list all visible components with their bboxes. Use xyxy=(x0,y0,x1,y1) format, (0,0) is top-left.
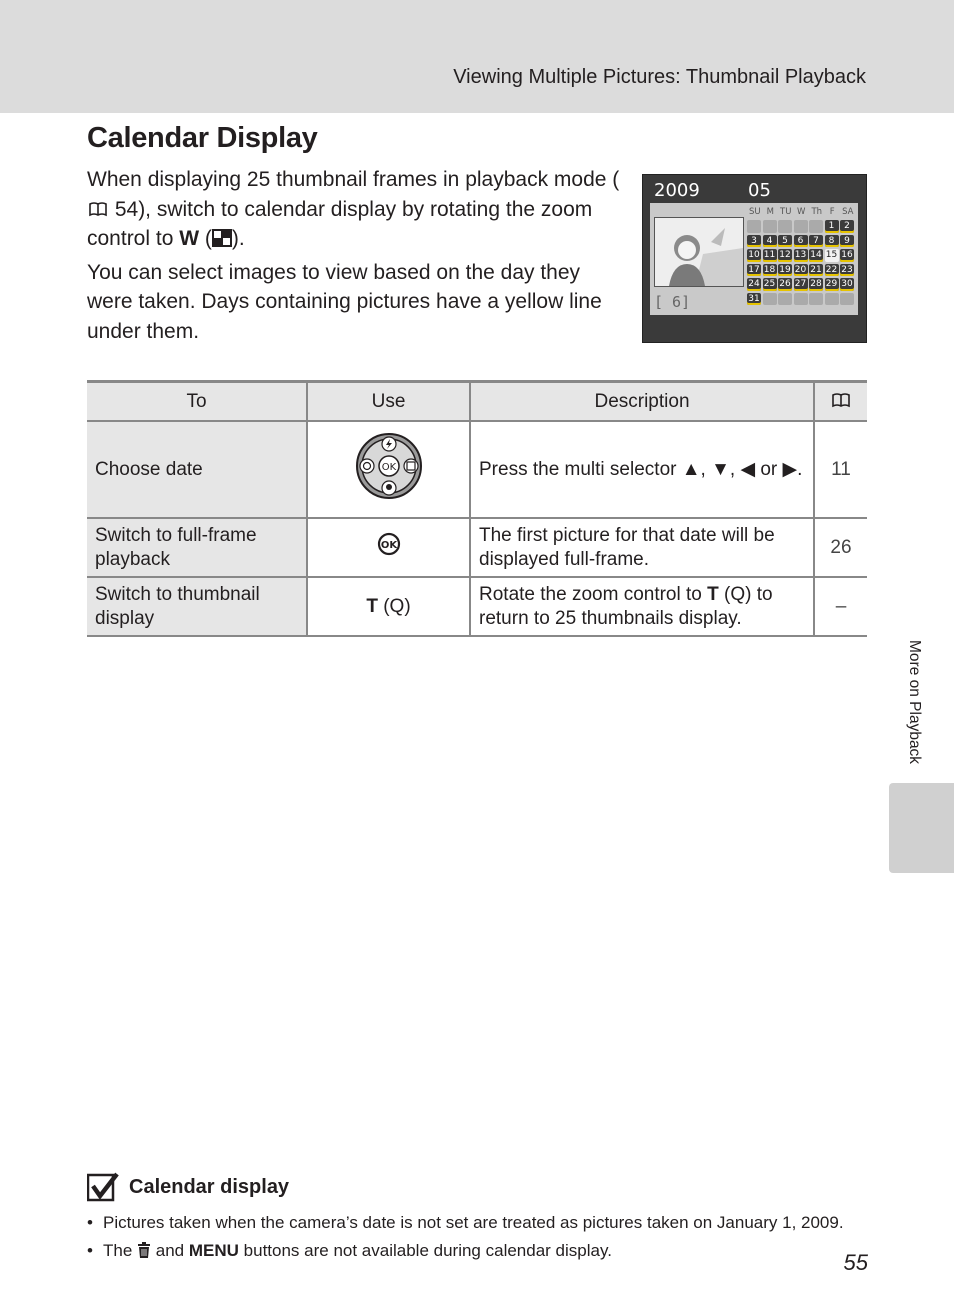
calendar-empty-cell xyxy=(794,220,808,233)
camera-calendar-screen xyxy=(642,174,867,343)
calendar-day[interactable]: 28 xyxy=(810,279,822,289)
trash-icon xyxy=(137,1242,151,1258)
portrait-illustration xyxy=(655,218,743,286)
intro-text-b: 54), switch to calendar display by rotating the zoom control to xyxy=(87,197,593,250)
row-reference: 26 xyxy=(814,518,867,577)
row-reference: 11 xyxy=(814,421,867,518)
zoom-w-label: W xyxy=(179,227,200,250)
section-side-label: More on Playback xyxy=(906,640,923,765)
checkmark-note-icon xyxy=(87,1172,119,1202)
weekday-label: Th xyxy=(811,207,823,217)
row-use xyxy=(307,518,470,577)
row-to: Switch to thumbnail display xyxy=(87,577,307,636)
calendar-day[interactable]: 30 xyxy=(841,279,853,289)
calendar-day[interactable]: 10 xyxy=(748,250,760,260)
calendar-days xyxy=(747,207,857,305)
intro-text-c: ( xyxy=(199,227,212,250)
calendar-day[interactable]: 22 xyxy=(825,264,838,275)
row-to: Choose date xyxy=(87,421,307,518)
row-reference: – xyxy=(814,577,867,636)
calendar-day[interactable]: 19 xyxy=(779,264,791,275)
note-title: Calendar display xyxy=(129,1175,290,1198)
calendar-day[interactable]: 15 xyxy=(825,250,838,260)
calendar-day[interactable]: 14 xyxy=(810,250,822,260)
calendar-day[interactable]: 9 xyxy=(840,235,854,248)
calendar-day[interactable]: 21 xyxy=(810,264,822,275)
calendar-day[interactable]: 31 xyxy=(748,293,760,304)
calendar-month: 05 xyxy=(748,180,771,201)
table-row xyxy=(87,577,867,636)
calendar-day[interactable]: 16 xyxy=(841,250,853,260)
row-use xyxy=(307,421,470,518)
calendar-day[interactable]: 24 xyxy=(748,279,760,289)
function-table xyxy=(87,380,867,637)
zoom-t-label: T xyxy=(707,583,719,605)
calendar-day[interactable]: 3 xyxy=(747,235,761,248)
calendar-day[interactable]: 8 xyxy=(825,235,839,248)
intro-text-a: When displaying 25 thumbnail frames in playback mode ( xyxy=(87,168,620,191)
calendar-year: 2009 xyxy=(654,180,700,201)
table-row xyxy=(87,421,867,518)
intro-paragraph-2: You can select images to view based on the day they were taken. Days containing pictures have a yellow line under them. xyxy=(87,260,602,343)
calendar-empty-cell xyxy=(794,293,808,306)
calendar-grid xyxy=(747,220,857,305)
zoom-t-label: T xyxy=(366,595,378,617)
preview-photo xyxy=(654,217,744,287)
intro-text-d: ). xyxy=(231,227,245,250)
weekday-label: F xyxy=(829,207,835,217)
list-item: • Pictures taken when the camera’s date is not set are treated as pictures taken on January 1, 2009. xyxy=(87,1212,867,1234)
calendar-day[interactable]: 17 xyxy=(748,264,760,275)
calendar-empty-cell xyxy=(825,293,839,306)
calendar-day[interactable]: 4 xyxy=(763,235,777,248)
book-reference-icon xyxy=(89,202,107,217)
note-list xyxy=(87,1212,867,1268)
calendar-empty-cell xyxy=(840,293,854,306)
weekday-header xyxy=(747,207,857,218)
intro-text xyxy=(87,165,622,350)
calendar-day[interactable]: 12 xyxy=(779,250,791,260)
calendar-day[interactable]: 25 xyxy=(763,279,776,289)
thumbnail-grid-icon xyxy=(212,229,232,247)
row-description: Rotate the zoom control to T (Q) to return to 25 thumbnails display. xyxy=(470,577,814,636)
calendar-day[interactable]: 7 xyxy=(809,235,823,248)
row-to: Switch to full-frame playback xyxy=(87,518,307,577)
calendar-day[interactable]: 18 xyxy=(763,264,776,275)
calendar-day[interactable]: 1 xyxy=(825,220,839,233)
weekday-label: SA xyxy=(842,207,854,217)
calendar-day[interactable]: 29 xyxy=(825,279,838,289)
calendar-empty-cell xyxy=(778,293,792,306)
col-header-reference xyxy=(814,382,867,422)
calendar-day[interactable]: 27 xyxy=(794,279,807,289)
calendar-empty-cell xyxy=(809,220,823,233)
weekday-label: W xyxy=(797,207,806,217)
multi-selector-icon xyxy=(355,432,423,500)
row-description: The first picture for that date will be displayed full-frame. xyxy=(470,518,814,577)
weekday-label: SU xyxy=(748,207,761,217)
ok-button-icon xyxy=(377,532,401,556)
menu-button-label: MENU xyxy=(188,1241,239,1260)
calendar-day[interactable]: 23 xyxy=(841,264,853,275)
calendar-empty-cell xyxy=(778,220,792,233)
calendar-empty-cell xyxy=(763,220,777,233)
calendar-day[interactable]: 2 xyxy=(840,220,854,233)
header-bar xyxy=(0,0,954,113)
calendar-empty-cell xyxy=(809,293,823,306)
col-header-description: Description xyxy=(470,382,814,422)
zoom-playback-label: (Q) xyxy=(383,595,411,617)
calendar-panel xyxy=(650,203,858,315)
row-use xyxy=(307,577,470,636)
calendar-day[interactable]: 5 xyxy=(778,235,792,248)
weekday-label: M xyxy=(766,207,774,217)
calendar-day[interactable]: 20 xyxy=(794,264,807,275)
calendar-empty-cell xyxy=(763,293,777,306)
page-number: 55 xyxy=(843,1250,868,1275)
note-header xyxy=(87,1172,289,1202)
page-title: Calendar Display xyxy=(87,122,318,154)
list-item: • The and MENU buttons are not available during calendar display. xyxy=(87,1240,867,1262)
col-header-to: To xyxy=(87,382,307,422)
col-header-use: Use xyxy=(307,382,470,422)
intro-paragraph-1 xyxy=(87,165,622,254)
section-tab xyxy=(889,783,954,873)
svg-text:OK: OK xyxy=(380,540,397,551)
table-row xyxy=(87,518,867,577)
calendar-day[interactable]: 13 xyxy=(794,250,807,260)
book-reference-icon xyxy=(832,393,850,408)
calendar-day[interactable]: 26 xyxy=(779,279,791,289)
svg-text:OK: OK xyxy=(381,462,396,473)
header-title: Viewing Multiple Pictures: Thumbnail Playback xyxy=(453,66,866,88)
calendar-empty-cell xyxy=(747,220,761,233)
frame-count: [ 6] xyxy=(654,293,691,311)
weekday-label: TU xyxy=(780,207,792,217)
calendar-day[interactable]: 11 xyxy=(763,250,776,260)
row-description: Press the multi selector ▲, ▼, ◀ or ▶. xyxy=(470,421,814,518)
calendar-day[interactable]: 6 xyxy=(794,235,808,248)
